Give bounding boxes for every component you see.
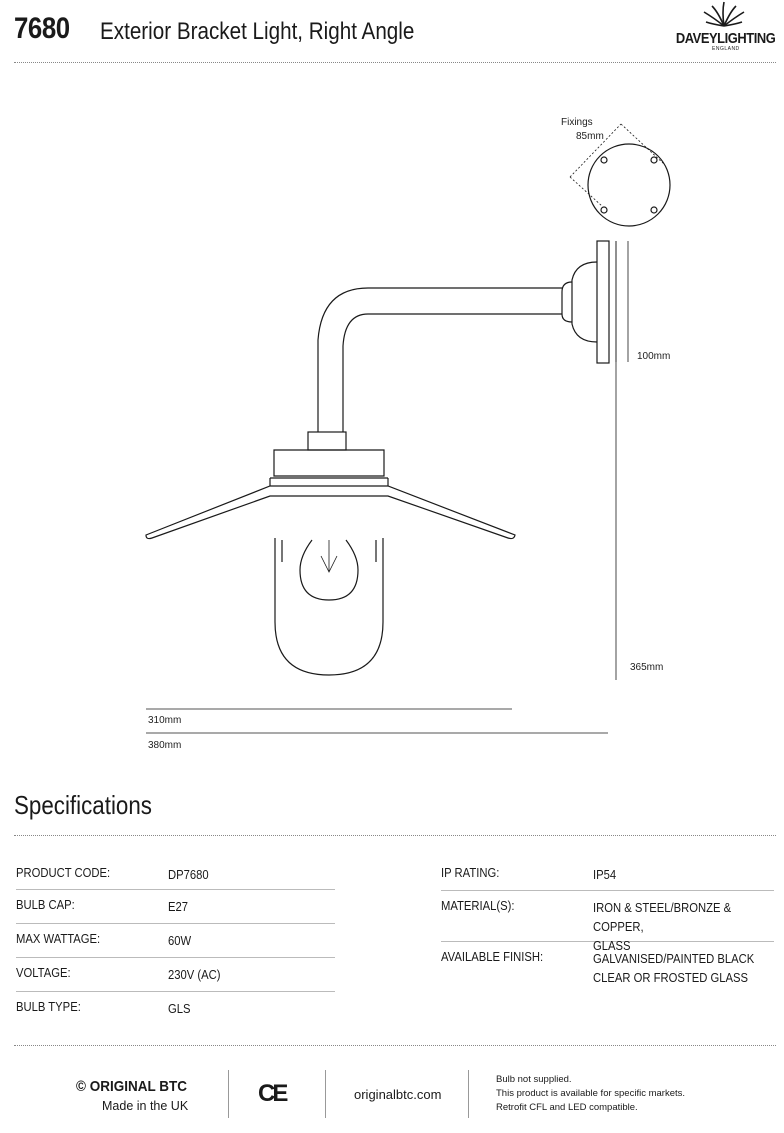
website-link[interactable]: originalbtc.com [354, 1087, 442, 1102]
spec-label: PRODUCT CODE: [16, 866, 111, 880]
lamp-drawing [0, 62, 784, 782]
logo-mark-icon [668, 0, 780, 32]
total-height-dimension: 365mm [630, 662, 664, 673]
note-line: Bulb not supplied. [496, 1074, 572, 1085]
spec-row [16, 890, 335, 924]
specs-right-column [441, 858, 774, 994]
spec-value: IRON & STEEL/BRONZE & COPPER, GLASS [593, 901, 732, 953]
note-line: Retrofit CFL and LED compatible. [496, 1102, 638, 1113]
specs-divider [14, 835, 776, 836]
footer-brand: © ORIGINAL BTC [76, 1078, 187, 1095]
footer-separator [468, 1070, 469, 1118]
fixings-dimension: 85mm [576, 131, 604, 142]
spec-row [16, 924, 335, 958]
projection-dimension: 380mm [148, 740, 182, 751]
spec-label: BULB CAP: [16, 898, 75, 912]
spec-label: MATERIAL(S): [441, 899, 515, 913]
header [0, 0, 784, 62]
page-title: Exterior Bracket Light, Right Angle [100, 18, 415, 45]
spec-label: BULB TYPE: [16, 1000, 81, 1014]
spec-label: VOLTAGE: [16, 966, 71, 980]
note-line: This product is available for specific markets. [496, 1088, 686, 1099]
backplate-height-dimension: 100mm [637, 351, 671, 362]
spec-value: 60W [168, 934, 192, 948]
spec-row [16, 992, 335, 1026]
spec-row [441, 858, 774, 891]
made-in-label: Made in the UK [102, 1099, 189, 1113]
spec-value: IP54 [593, 868, 617, 882]
logo-subtext: ENGLAND [712, 46, 740, 52]
spec-label: MAX WATTAGE: [16, 932, 101, 946]
spec-label: IP RATING: [441, 866, 500, 880]
technical-drawing [0, 62, 784, 782]
footer-notes [496, 1073, 685, 1115]
spec-value: 230V (AC) [168, 968, 221, 982]
fixings-label: Fixings [561, 117, 593, 128]
footer-separator [228, 1070, 229, 1118]
shade-width-dimension: 310mm [148, 715, 182, 726]
footer-separator [325, 1070, 326, 1118]
spec-value: DP7680 [168, 868, 209, 882]
product-code: 7680 [14, 12, 70, 45]
footer-divider [14, 1045, 776, 1046]
spec-label: AVAILABLE FINISH: [441, 950, 544, 964]
spec-row [16, 858, 335, 890]
specifications-heading: Specifications [14, 790, 152, 820]
specs-left-column [16, 858, 335, 1026]
footer [0, 1062, 784, 1132]
logo-text: DAVEYLIGHTING [675, 30, 776, 47]
spec-value: GALVANISED/PAINTED BLACK CLEAR OR FROSTED GLASS [593, 952, 755, 985]
spec-row [16, 958, 335, 992]
ce-mark-icon: CE [258, 1080, 286, 1107]
spec-value: E27 [168, 900, 189, 914]
davey-lighting-logo [668, 0, 780, 54]
spec-row [441, 942, 774, 994]
spec-row [441, 891, 774, 953]
spec-value: GLS [168, 1002, 191, 1016]
